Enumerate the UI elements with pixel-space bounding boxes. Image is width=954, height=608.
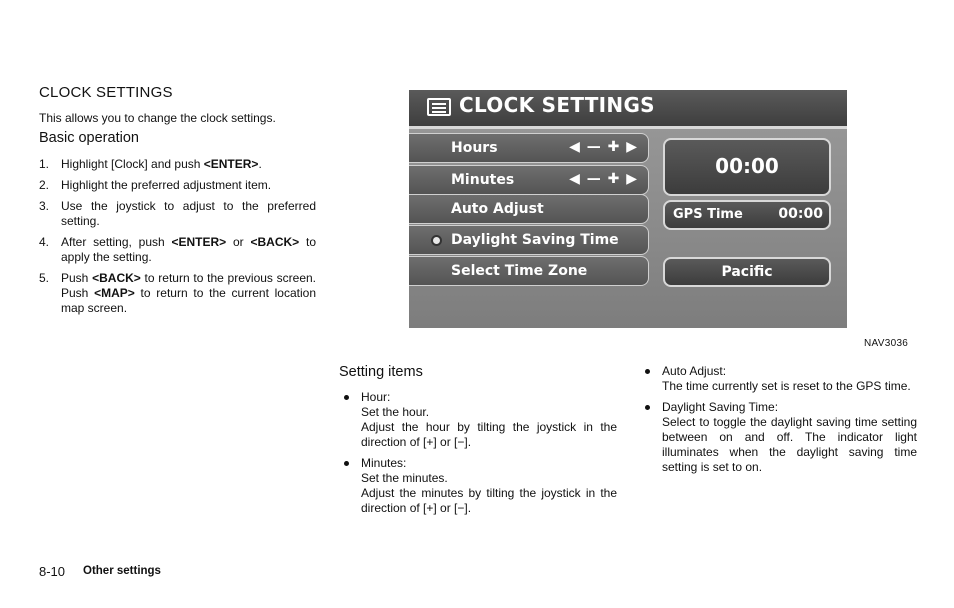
time-value: 00:00 [715, 154, 779, 178]
setting-term: Auto Adjust: [662, 364, 727, 378]
setting-items-list-2 [640, 364, 917, 481]
time-zone-value: Pacific [721, 264, 773, 280]
step-number: 2. [39, 178, 50, 192]
step-number: 1. [39, 157, 50, 171]
setting-term: Daylight Saving Time: [662, 400, 779, 414]
step-key: <BACK> [250, 235, 300, 249]
step-text: or [226, 235, 251, 249]
adjust-arrows-icon[interactable]: ◀ — ✚ ▶ [569, 171, 638, 187]
clock-settings-screenshot [409, 90, 847, 328]
bullet-icon [344, 395, 349, 400]
bullet-icon [645, 369, 650, 374]
bullet-icon [344, 461, 349, 466]
step-key: <ENTER> [203, 157, 259, 171]
gps-time-label: GPS Time [673, 207, 743, 222]
menu-item-daylight-saving[interactable] [409, 225, 649, 255]
step-text: Highlight the preferred adjustment item. [61, 178, 272, 192]
setting-items-list-1 [339, 390, 617, 522]
adjust-arrows-icon[interactable]: ◀ — ✚ ▶ [569, 139, 638, 155]
menu-item-label: Auto Adjust [451, 201, 544, 217]
menu-item-select-time-zone[interactable] [409, 256, 649, 286]
menu-item-auto-adjust[interactable] [409, 194, 649, 224]
screen-title: CLOCK SETTINGS [459, 93, 655, 117]
setting-desc: Adjust the hour by tilting the joystick in the direction of [+] or [−]. [361, 420, 617, 449]
step-item [39, 178, 316, 193]
figure-caption: NAV3036 [864, 338, 909, 349]
time-display [663, 138, 831, 196]
menu-item-minutes[interactable] [409, 165, 649, 195]
indicator-light-icon [431, 235, 442, 246]
setting-item-hour [339, 390, 617, 450]
step-item [39, 235, 316, 265]
menu-item-label: Minutes [451, 172, 515, 188]
step-text: Highlight [Clock] and push [61, 157, 204, 171]
step-number: 5. [39, 271, 50, 285]
screen-title-bar [409, 90, 847, 129]
menu-item-label: Daylight Saving Time [451, 232, 619, 248]
setting-item-auto-adjust [640, 364, 917, 394]
setting-desc: Select to toggle the daylight saving time setting between on and off. The indicator light illuminates when the daylight saving time setting is set to on. [662, 415, 917, 474]
step-text: Push [61, 271, 93, 285]
gps-time-display [663, 200, 831, 230]
setting-term: Hour: [361, 390, 391, 404]
gps-time-value: 00:00 [778, 206, 823, 222]
setting-item-daylight-saving [640, 400, 917, 475]
setting-desc: Set the minutes. [361, 471, 448, 485]
steps-list [39, 157, 316, 322]
menu-icon [427, 98, 451, 116]
page-number: 8-10 [39, 564, 66, 579]
menu-item-hours[interactable] [409, 133, 649, 163]
step-text: to apply the setting. [61, 235, 316, 264]
setting-desc: Set the hour. [361, 405, 430, 419]
step-text: to return to the current location map screen. [61, 286, 317, 315]
step-item [39, 199, 316, 229]
step-text: After setting, push [61, 235, 172, 249]
menu-item-label: Hours [451, 140, 498, 156]
step-key: <BACK> [92, 271, 141, 285]
setting-item-minutes [339, 456, 617, 516]
step-item [39, 271, 316, 316]
step-key: <MAP> [94, 286, 135, 300]
setting-term: Minutes: [361, 456, 407, 470]
step-text: to return to the previous screen. Push [61, 271, 317, 300]
step-number: 3. [39, 199, 50, 213]
time-zone-button[interactable] [663, 257, 831, 287]
step-item [39, 157, 316, 172]
bullet-icon [645, 405, 650, 410]
section-heading: CLOCK SETTINGS [39, 84, 173, 101]
intro-text: This allows you to change the clock settings. [39, 111, 276, 125]
setting-desc: Adjust the minutes by tilting the joystick in the direction of [+] or [−]. [361, 486, 617, 515]
menu-item-label: Select Time Zone [451, 263, 588, 279]
section-name: Other settings [83, 565, 161, 577]
step-number: 4. [39, 235, 50, 249]
step-text: . [258, 157, 262, 171]
subheading-setting-items: Setting items [339, 364, 423, 380]
setting-desc: The time currently set is reset to the GPS time. [662, 379, 911, 393]
step-text: Use the joystick to adjust to the preferred setting. [61, 199, 316, 228]
step-key: <ENTER> [171, 235, 227, 249]
subheading-basic-operation: Basic operation [39, 130, 139, 146]
